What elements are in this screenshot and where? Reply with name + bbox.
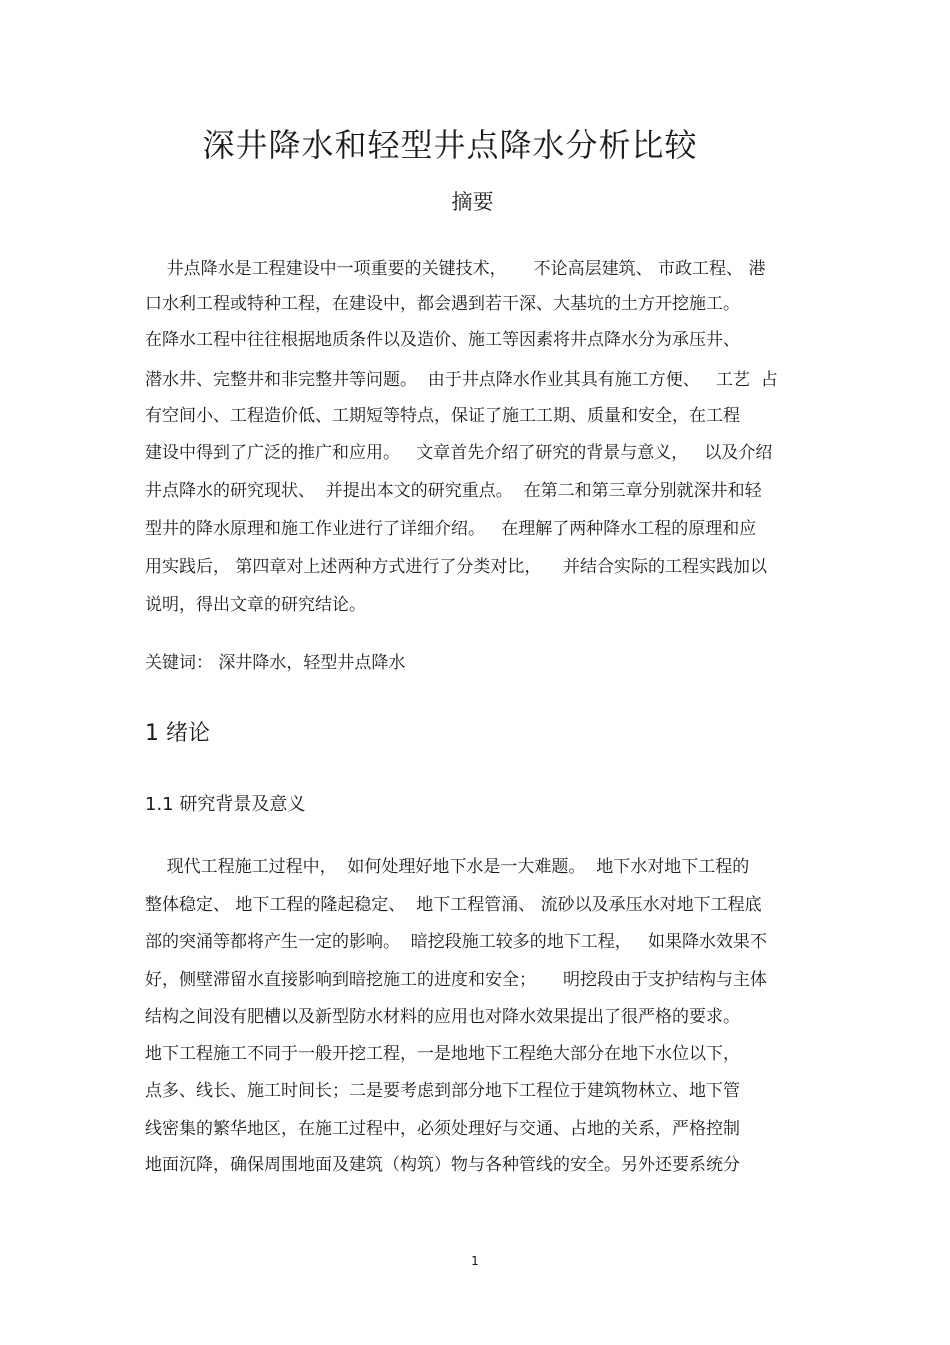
abstract-line: 有空间小、工程造价低、工期短等特点，保证了施工工期、质量和安全，在工程 xyxy=(145,406,740,426)
abstract-line: 建设中得到了广泛的推广和应用。 文章首先介绍了研究的背景与意义， 以及介绍 xyxy=(145,443,773,463)
body-line: 地下工程施工不同于一般开挖工程，一是地地下工程绝大部分在地下水位以下， xyxy=(145,1044,740,1064)
abstract-line: 在降水工程中往往根据地质条件以及造价、施工等因素将井点降水分为承压井、 xyxy=(145,330,740,350)
body-line: 部的突涌等都将产生一定的影响。 暗挖段施工较多的地下工程， 如果降水效果不 xyxy=(145,932,768,952)
abstract-line: 潜水井、完整井和非完整井等问题。 由于井点降水作业其具有施工方便、 工艺 占 xyxy=(145,370,778,390)
body-line: 好，侧壁滞留水直接影响到暗挖施工的进度和安全； 明挖段由于支护结构与主体 xyxy=(145,970,768,990)
abstract-heading: 摘要 xyxy=(451,190,494,214)
abstract-line: 井点降水是工程建设中一项重要的关键技术， 不论高层建筑、 市政工程、 港 xyxy=(145,259,766,279)
abstract-line: 口水利工程或特种工程，在建设中，都会遇到若干深、大基坑的土方开挖施工。 xyxy=(145,294,740,314)
body-line: 线密集的繁华地区，在施工过程中，必须处理好与交通、占地的关系，严格控制 xyxy=(145,1119,740,1139)
body-line: 地面沉降，确保周围地面及建筑（构筑）物与各种管线的安全。另外还要系统分 xyxy=(145,1155,740,1175)
page-number: 1 xyxy=(471,1254,479,1268)
abstract-line: 用实践后， 第四章对上述两种方式进行了分类对比， 并结合实际的工程实践加以 xyxy=(145,557,768,577)
keywords: 关键词： 深井降水，轻型井点降水 xyxy=(145,653,406,673)
body-line: 结构之间没有肥槽以及新型防水材料的应用也对降水效果提出了很严格的要求。 xyxy=(145,1007,740,1027)
body-line: 现代工程施工过程中， 如何处理好地下水是一大难题。 地下水对地下工程的 xyxy=(145,857,750,877)
abstract-line: 说明，得出文章的研究结论。 xyxy=(145,595,366,615)
body-line: 整体稳定、 地下工程的隆起稳定、 地下工程管涌、 流砂以及承压水对地下工程底 xyxy=(145,895,762,915)
document-title: 深井降水和轻型井点降水分析比较 xyxy=(202,126,698,164)
abstract-line: 井点降水的研究现状、 并提出本文的研究重点。 在第二和第三章分别就深井和轻 xyxy=(145,481,762,501)
body-line: 点多、线长、施工时间长；二是要考虑到部分地下工程位于建筑物林立、地下管 xyxy=(145,1081,740,1101)
chapter-heading: 1 绪论 xyxy=(145,721,210,746)
section-heading: 1.1 研究背景及意义 xyxy=(145,794,306,815)
abstract-line: 型井的降水原理和施工作业进行了详细介绍。 在理解了两种降水工程的原理和应 xyxy=(145,519,757,539)
